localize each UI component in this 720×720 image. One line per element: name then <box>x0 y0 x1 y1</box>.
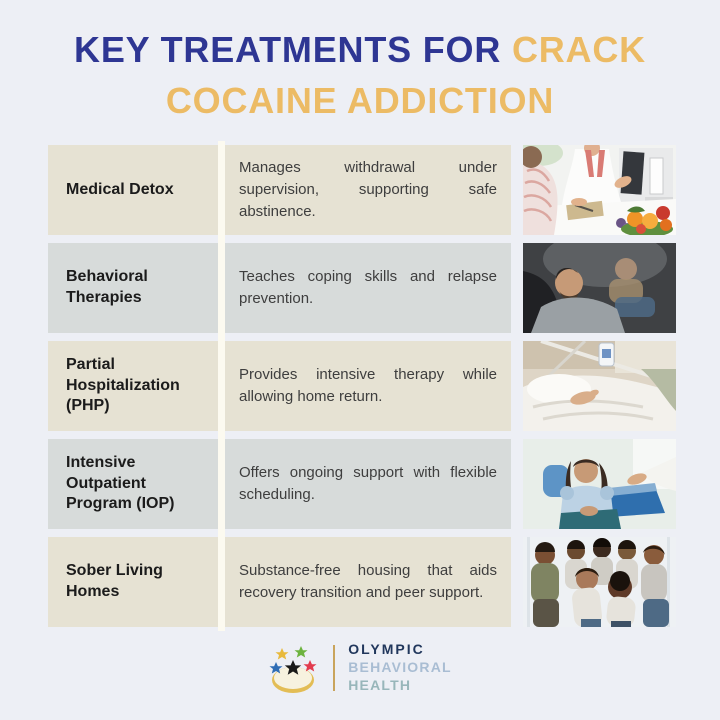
treatment-description-text: Substance-free housing that aids recovery transition and peer support. <box>239 562 497 601</box>
woman-patient-illustration <box>523 439 676 529</box>
page-title <box>0 24 720 126</box>
treatment-description <box>225 537 511 627</box>
treatment-name: Medical Detox <box>48 145 218 235</box>
photo-gap <box>511 439 523 529</box>
logo-divider <box>333 645 335 691</box>
treatment-description-text: Teaches coping skills and relapse prevention. <box>239 268 497 307</box>
photo-gap <box>511 243 523 333</box>
title-dark-segment: KEY TREATMENTS FOR <box>74 29 502 70</box>
brand-footer <box>0 640 720 696</box>
treatment-name: Intensive Outpatient Program (IOP) <box>48 439 218 529</box>
treatment-description <box>225 439 511 529</box>
photo-gap <box>511 341 523 431</box>
photo-doctor-consultation <box>523 145 676 235</box>
photo-woman-patient <box>523 439 676 529</box>
brand-line-behavioral: BEHAVIORAL <box>348 659 452 676</box>
photo-therapy-session <box>523 243 676 333</box>
table-row <box>48 341 676 431</box>
treatment-description <box>225 341 511 431</box>
star-people-icons <box>270 646 317 675</box>
treatment-description <box>225 145 511 235</box>
treatment-description-text: Offers ongoing support with flexible scheduling. <box>239 464 497 503</box>
brand-wordmark <box>348 641 452 695</box>
treatment-name: Partial Hospitalization (PHP) <box>48 341 218 431</box>
treatment-name: Behavioral Therapies <box>48 243 218 333</box>
photo-gap <box>511 537 523 627</box>
hospital-bed-illustration <box>523 341 676 431</box>
brand-line-olympic: OLYMPIC <box>348 641 425 658</box>
table-row <box>48 145 676 235</box>
treatment-name: Sober Living Homes <box>48 537 218 627</box>
table-row <box>48 243 676 333</box>
table-row <box>48 439 676 529</box>
photo-peer-group <box>523 537 676 627</box>
treatment-description-text: Provides intensive therapy while allowing home return. <box>239 366 497 405</box>
title-line2: COCAINE ADDICTION <box>165 80 555 122</box>
peer-group-illustration <box>523 537 676 627</box>
column-divider-line <box>218 141 225 631</box>
treatment-description-text: Manages withdrawal under supervision, supporting safe abstinence. <box>239 159 497 220</box>
treatment-description <box>225 243 511 333</box>
therapy-session-illustration <box>523 243 676 333</box>
photo-hospital-bed-iv <box>523 341 676 431</box>
olympic-behavioral-health-logo-icon <box>268 640 320 696</box>
title-accent-segment: CRACK <box>511 29 646 70</box>
table-row <box>48 537 676 627</box>
treatments-table <box>48 145 676 627</box>
brand-line-health: HEALTH <box>348 676 412 693</box>
photo-gap <box>511 145 523 235</box>
doctor-consultation-illustration <box>523 145 676 235</box>
